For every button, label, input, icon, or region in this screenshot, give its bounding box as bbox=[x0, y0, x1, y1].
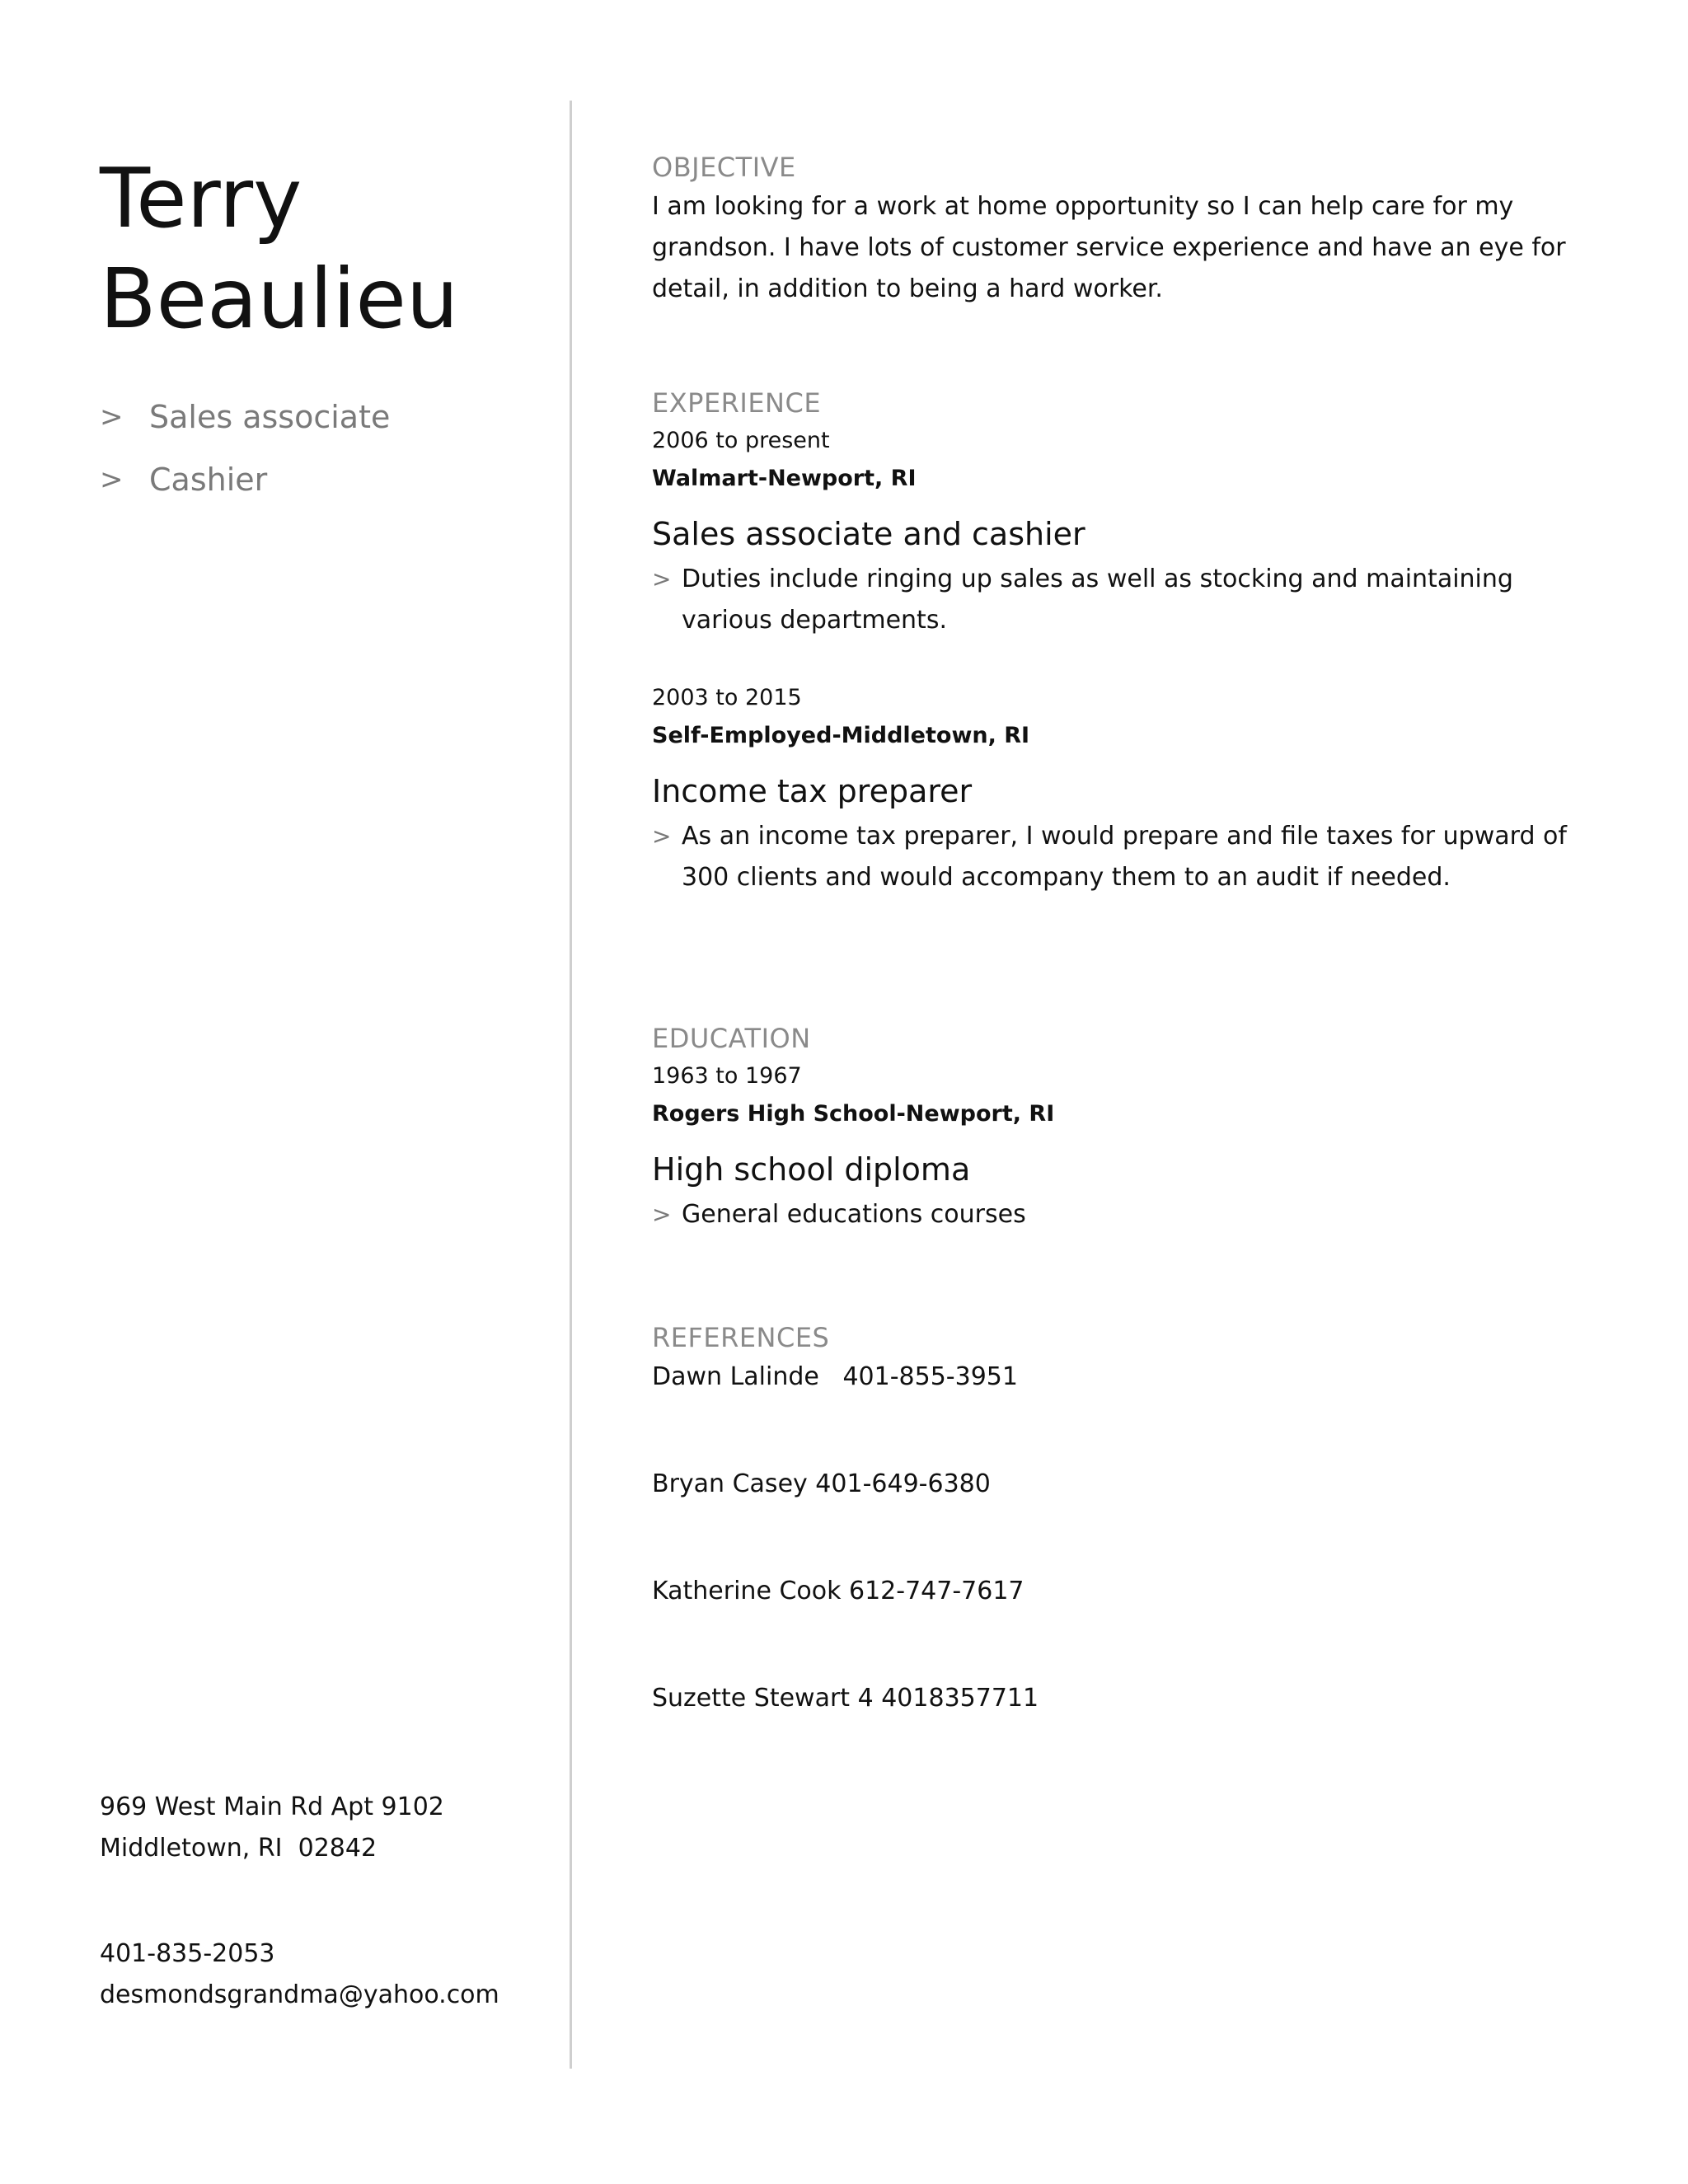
job-role: Sales associate and cashier bbox=[652, 516, 1085, 552]
experience-job bbox=[652, 679, 1592, 898]
title-label: Sales associate bbox=[149, 399, 391, 435]
chevron-right-icon: > bbox=[652, 565, 672, 593]
address-line2: Middletown, RI 02842 bbox=[100, 1834, 377, 1863]
bullet-text: As an income tax preparer, I would prepare and file taxes for upward of 300 clients and would accompany them to an audit if needed. bbox=[682, 822, 1567, 892]
section-heading: OBJECTIVE bbox=[652, 152, 796, 183]
column-divider bbox=[570, 101, 572, 2069]
experience-section bbox=[652, 384, 1592, 641]
job-role: Income tax preparer bbox=[652, 773, 973, 809]
section-heading: REFERENCES bbox=[652, 1322, 830, 1353]
title-item bbox=[100, 386, 545, 448]
title-list bbox=[100, 386, 545, 511]
chevron-right-icon: > bbox=[100, 463, 124, 496]
job-bullet bbox=[652, 559, 1592, 641]
education-dates: 1963 to 1967 bbox=[652, 1063, 802, 1089]
objective-text: I am looking for a work at home opportunity so I can help care for my grandson. I have lots of customer service experience and have an eye for detail, in addition to being a hard worker. bbox=[652, 192, 1566, 303]
reference-item: Katherine Cook 612-747-7617 bbox=[652, 1577, 1025, 1605]
bullet-text: Duties include ringing up sales as well as stocking and maintaining various departments. bbox=[682, 565, 1513, 635]
reference-item: Bryan Casey 401-649-6380 bbox=[652, 1469, 991, 1498]
chevron-right-icon: > bbox=[100, 401, 124, 434]
job-dates: 2006 to present bbox=[652, 428, 830, 453]
references-section bbox=[652, 1319, 1592, 1785]
section-heading: EDUCATION bbox=[652, 1023, 811, 1054]
job-org: Walmart-Newport, RI bbox=[652, 466, 917, 491]
reference-item: Dawn Lalinde 401-855-3951 bbox=[652, 1362, 1018, 1391]
education-degree: High school diploma bbox=[652, 1151, 971, 1188]
name-block bbox=[100, 148, 545, 349]
bullet-text: General educations courses bbox=[682, 1200, 1026, 1229]
reference-item: Suzette Stewart 4 4018357711 bbox=[652, 1684, 1039, 1713]
education-org: Rogers High School-Newport, RI bbox=[652, 1101, 1055, 1127]
education-bullet bbox=[652, 1194, 1592, 1235]
name-first: Terry bbox=[100, 150, 302, 246]
title-item bbox=[100, 448, 545, 511]
email: desmondsgrandma@yahoo.com bbox=[100, 1980, 499, 2009]
contact-block bbox=[100, 1787, 561, 2016]
chevron-right-icon: > bbox=[652, 1201, 672, 1228]
job-org: Self-Employed-Middletown, RI bbox=[652, 723, 1030, 748]
name-last: Beaulieu bbox=[100, 251, 459, 347]
title-label: Cashier bbox=[149, 462, 268, 498]
education-section bbox=[652, 1019, 1592, 1235]
job-dates: 2003 to 2015 bbox=[652, 685, 802, 710]
objective-section bbox=[652, 148, 1592, 310]
section-heading: EXPERIENCE bbox=[652, 387, 822, 419]
chevron-right-icon: > bbox=[652, 823, 672, 850]
address-line1: 969 West Main Rd Apt 9102 bbox=[100, 1793, 444, 1821]
job-bullet bbox=[652, 816, 1592, 898]
phone: 401-835-2053 bbox=[100, 1939, 275, 1968]
